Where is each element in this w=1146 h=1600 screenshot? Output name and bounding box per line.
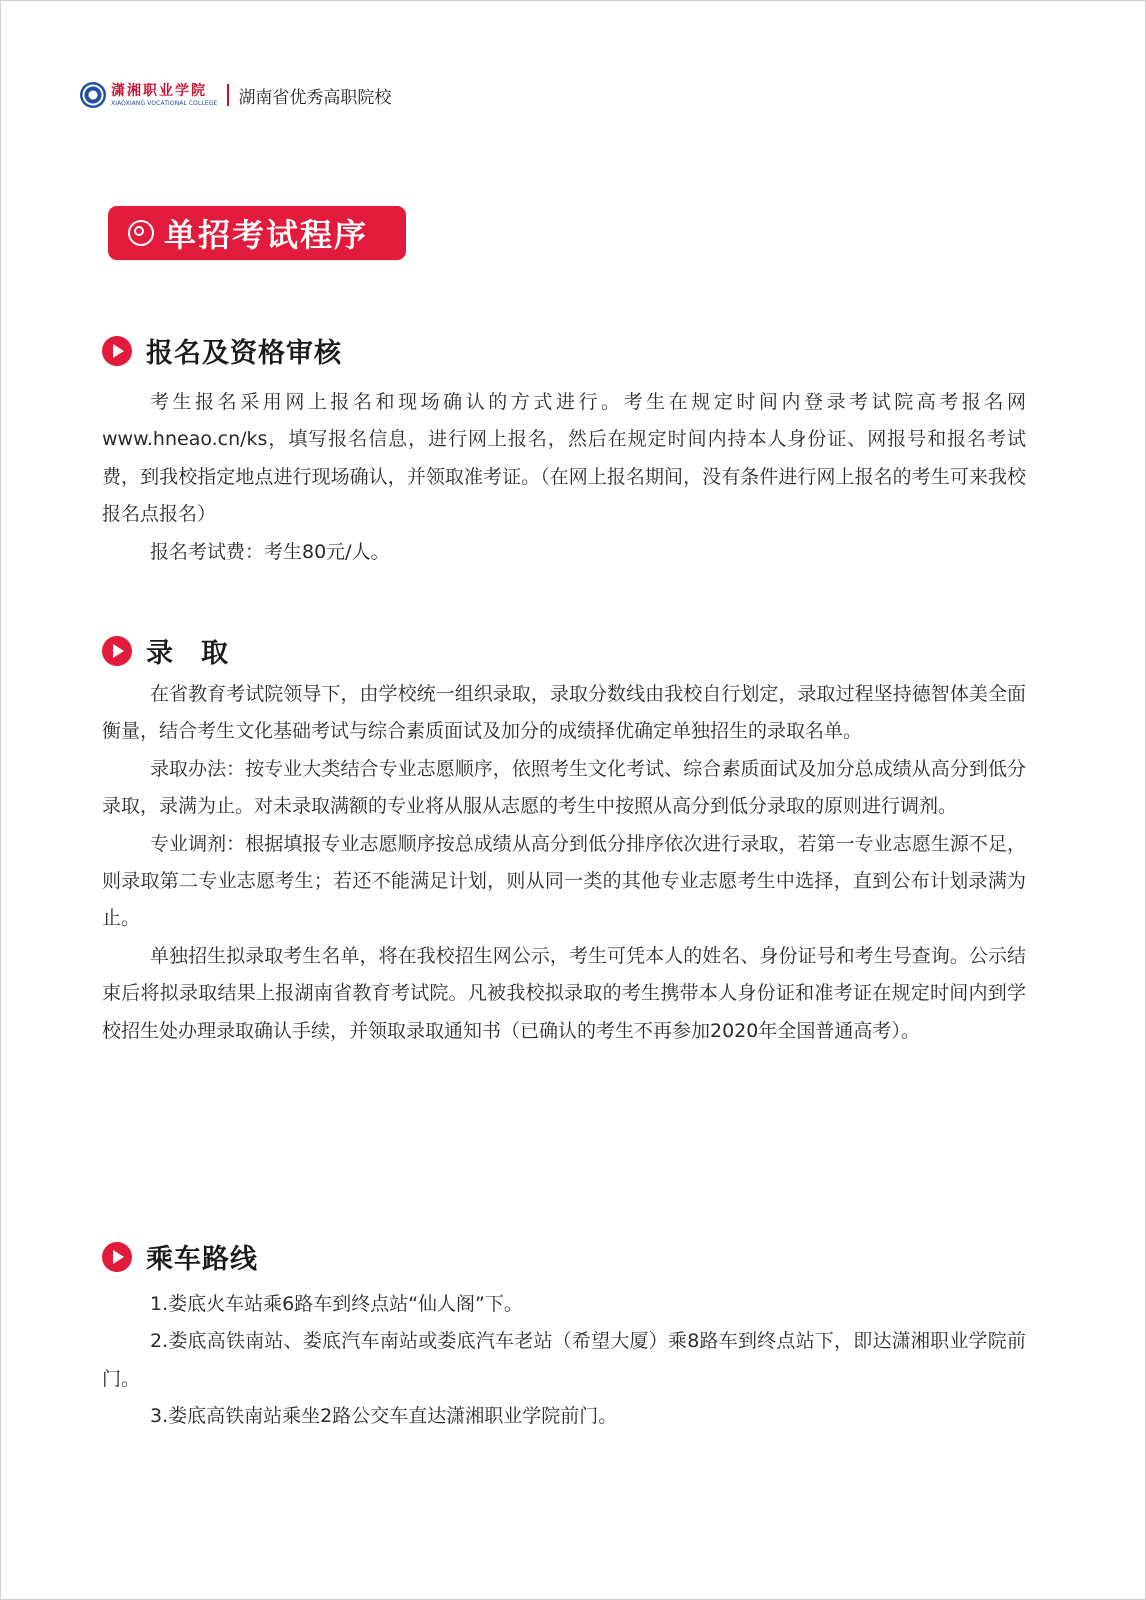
college-logo [111,84,217,107]
section-title: 乘车路线 [146,1244,258,1275]
section-title-part: 取 [201,638,229,669]
paragraph: 录取办法：按专业大类结合专业志愿顺序，依照考生文化考试、综合素质面试及加分总成绩从高分到低分录取，录满为止。对未录取满额的专业将从服从志愿的考生中按照从高分到低分录取的原则进行调剂。 [102,757,1026,818]
play-bullet-icon [102,1242,132,1272]
paragraph: 3.娄底高铁南站乘坐2路公交车直达潇湘职业学院前门。 [150,1405,618,1428]
page-title-badge [108,206,406,260]
section-body-registration [102,384,1026,571]
college-logo-subtitle: XIAOXIANG VOCATIONAL COLLEGE [111,99,218,107]
play-bullet-icon [102,336,132,366]
target-circle-icon [128,220,154,246]
paragraph: 报名考试费：考生80元/人。 [150,540,390,563]
section-body-bus-routes [102,1286,1026,1436]
page-title: 单招考试程序 [164,216,369,254]
play-bullet-icon [102,636,132,666]
paragraph: 1.娄底火车站乘6路车到终点站“仙人阁”下。 [150,1293,523,1315]
section-title-part: 录 [146,638,174,669]
paragraph: 单独招生拟录取考生名单，将在我校招生网公示，考生可凭本人的姓名、身份证号和考生号查询。公示结束后将拟录取结果上报湖南省教育考试院。凡被我校拟录取的考生携带本人身份证和准考证在规定时间内到学校招生处办理录取确认手续，并领取录取通知书（已确认的考生不再参加2020年全国普通高考）。 [102,944,1026,1042]
header-slogan: 湖南省优秀高职院校 [238,87,392,108]
section-heading-bus-routes [102,1237,258,1276]
paragraph: 专业调剂：根据填报专业志愿顺序按总成绩从高分到低分排序依次进行录取，若第一专业志愿生源不足，则录取第二专业志愿考生；若还不能满足计划，则从同一类的其他专业志愿考生中选择，直到公布计划录满为止。 [102,832,1026,930]
paragraph: 考生报名采用网上报名和现场确认的方式进行。考生在规定时间内登录考试院高考报名网www.hneao.cn/ks，填写报名信息，进行网上报名，然后在规定时间内持本人身份证、网报号和报名考试费，到我校指定地点进行现场确认，并领取准考证。（在网上报名期间，没有条件进行网上报名的考生可来我校报名点报名） [102,391,1026,526]
section-body-admission [102,676,1026,1050]
paragraph: 2.娄底高铁南站、娄底汽车南站或娄底汽车老站（希望大厦）乘8路车到终点站下，即达潇湘职业学院前门。 [102,1330,1026,1390]
college-logo-name: 潇湘职业学院 [111,82,207,99]
section-title: 报名及资格审核 [146,338,342,369]
header-divider [227,84,229,106]
page-header [80,80,391,110]
section-heading-registration [102,331,342,370]
section-heading-admission [102,631,229,670]
college-emblem-icon [80,82,106,108]
section-title [146,631,229,670]
paragraph: 在省教育考试院领导下，由学校统一组织录取，录取分数线由我校自行划定，录取过程坚持德智体美全面衡量，结合考生文化基础考试与综合素质面试及加分的成绩择优确定单独招生的录取名单。 [102,683,1026,743]
